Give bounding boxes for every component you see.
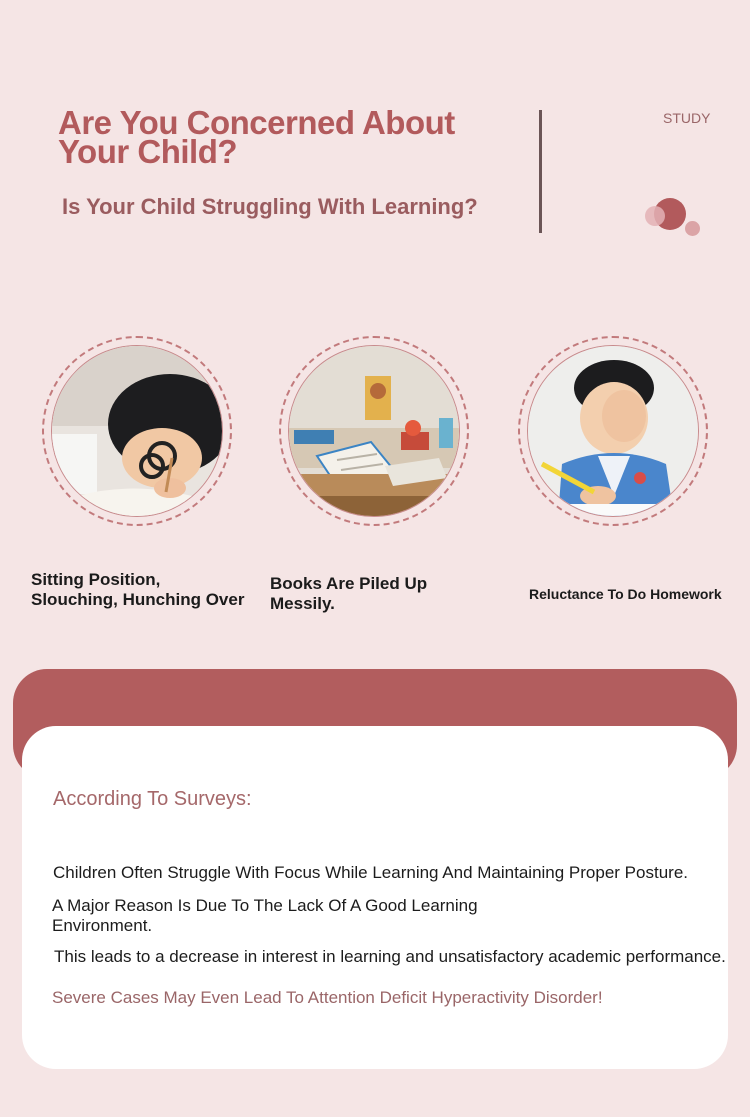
header-divider xyxy=(539,110,542,233)
problem-caption: Books Are Piled Up Messily. xyxy=(270,574,428,613)
page-subtitle: Is Your Child Struggling With Learning? xyxy=(62,194,478,219)
child-slouching-photo xyxy=(51,345,223,517)
survey-warning: Severe Cases May Even Lead To Attention Deficit Hyperactivity Disorder! xyxy=(52,988,603,1007)
frustrated-child-photo xyxy=(527,345,699,517)
dot-light xyxy=(645,206,665,226)
survey-paragraph: This leads to a decrease in interest in learning and unsatisfactory academic performance. xyxy=(54,947,726,966)
study-tag: STUDY xyxy=(663,110,711,126)
problem-caption: Sitting Position, Slouching, Hunching Over xyxy=(31,570,245,609)
survey-paragraph: Children Often Struggle With Focus While Learning And Maintaining Proper Posture. xyxy=(53,863,688,882)
messy-desk-photo xyxy=(288,345,460,517)
page-title: Are You Concerned About Your Child? xyxy=(58,104,455,170)
survey-paragraph: A Major Reason Is Due To The Lack Of A Good Learning Environment. xyxy=(52,896,478,935)
problem-caption: Reluctance To Do Homework xyxy=(529,586,722,602)
dot-small xyxy=(685,221,700,236)
survey-heading: According To Surveys: xyxy=(53,788,252,810)
